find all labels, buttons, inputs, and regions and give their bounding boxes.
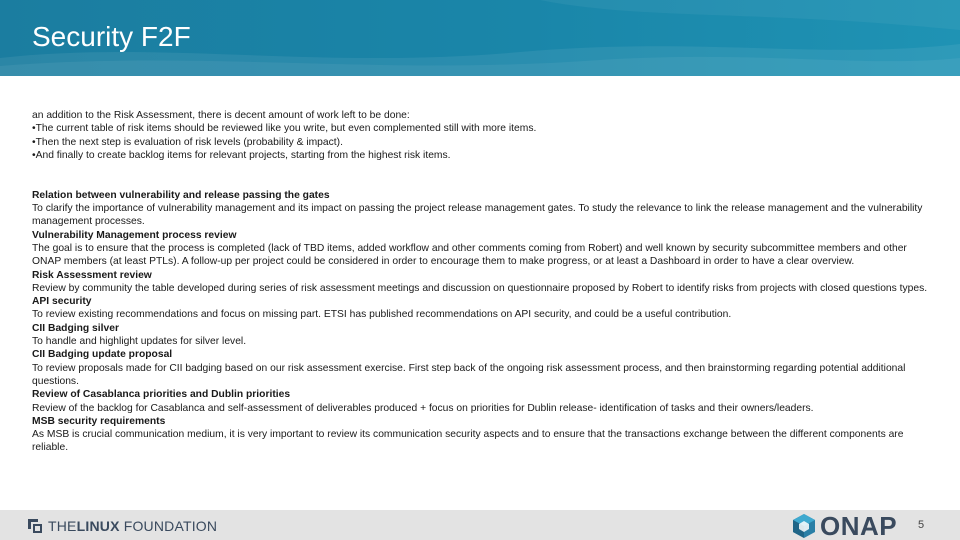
topic-title: CII Badging update proposal <box>32 349 173 361</box>
slide-content <box>32 109 932 455</box>
topic-body: As MSB is crucial communication medium, it is very important to review its communication security aspects and to ensure that the transactions exchange between the different components are reliable. <box>32 429 904 454</box>
topic-body: To handle and highlight updates for silver level. <box>32 336 247 348</box>
topic-title: Risk Assessment review <box>32 269 152 281</box>
intro-line: an addition to the Risk Assessment, there is decent amount of work left to be done: <box>32 110 410 121</box>
intro-bullet: •The current table of risk items should be reviewed like you write, but even complemented still with more items. <box>32 123 537 135</box>
topic-body: To review existing recommendations and focus on missing part. ETSI has published recommendations on API security, and could be a useful contribution. <box>32 309 732 321</box>
topic-title: MSB security requirements <box>32 415 166 427</box>
linux-foundation-logo-icon <box>28 519 42 533</box>
topic-title: Relation between vulnerability and release passing the gates <box>32 189 330 201</box>
topic-body: To review proposals made for CII badging based on our risk assessment exercise. First step back of the ongoing risk assessment process, and then brainstorming regarding potential additional questions. <box>32 362 906 387</box>
topic-title: Vulnerability Management process review <box>32 229 237 241</box>
intro-block <box>32 109 932 162</box>
footer-bar <box>0 510 960 540</box>
spacer <box>32 162 932 189</box>
onap-logo-icon <box>790 512 818 540</box>
topic-body: Review by community the table developed during series of risk assessment meetings and discussion on questionnaire proposed by Robert to identify risks from projects with closed questions types. <box>32 282 928 294</box>
onap-wordmark: ONAP <box>820 511 898 540</box>
topic-title: API security <box>32 296 92 308</box>
topics-list <box>32 189 932 455</box>
onap-logo <box>790 512 897 540</box>
topic-title: Review of Casablanca priorities and Dublin priorities <box>32 389 291 401</box>
lf-word-the: THE <box>48 518 77 534</box>
lf-word-linux: LINUX <box>76 518 120 534</box>
topic-title: CII Badging silver <box>32 322 119 334</box>
intro-bullet: •And finally to create backlog items for relevant projects, starting from the highest risk items. <box>32 149 451 161</box>
intro-bullet: •Then the next step is evaluation of risk levels (probability & impact). <box>32 136 343 148</box>
linux-foundation-wordmark <box>48 518 217 534</box>
header-banner <box>0 0 960 76</box>
topic-body: Review of the backlog for Casablanca and self-assessment of deliverables produced + focus on priorities for Dublin release- identification of tasks and their owners/leaders. <box>32 402 814 414</box>
topic-body: The goal is to ensure that the process is completed (lack of TBD items, added workflow and other comments coming from Robert) and well known by security subcommittee members and other ONAP members (at least PTLs). A follow-up per project could be considered in order to encourage them to make progress, or at least a Dashboard in order to have a clear overview. <box>32 242 907 268</box>
linux-foundation-logo <box>28 518 217 534</box>
page-number: 5 <box>918 519 925 531</box>
slide-title: Security F2F <box>32 21 191 52</box>
topic-body: To clarify the importance of vulnerability management and its impact on passing the project release management gates. To study the relevance to link the release management and the vulnerability management processes. <box>32 203 923 228</box>
lf-word-foundation: FOUNDATION <box>119 518 218 534</box>
